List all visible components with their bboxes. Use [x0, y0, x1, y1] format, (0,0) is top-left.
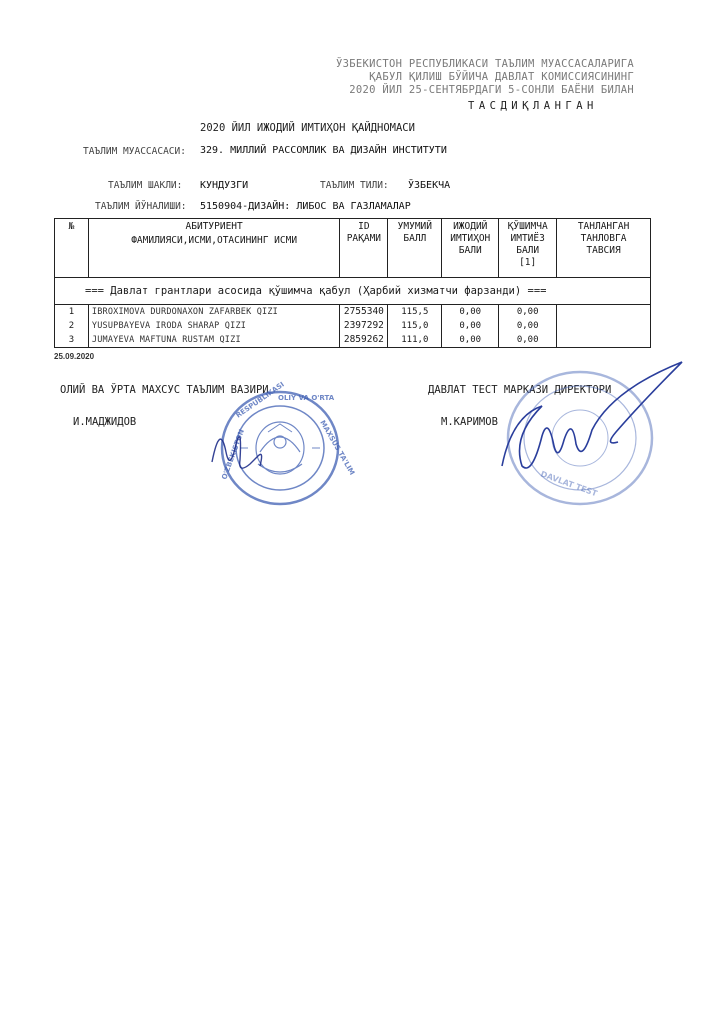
- header-id: ID РАҚАМИ: [340, 219, 388, 278]
- creative-score: 0,00: [442, 319, 499, 333]
- institution-label: ТАЪЛИМ МУАССАСАСИ:: [83, 146, 186, 157]
- row-number: 2: [55, 319, 89, 333]
- table-row: [55, 305, 651, 320]
- svg-text:O'ZBEKISTON: O'ZBEKISTON: [220, 428, 246, 481]
- document-title: 2020 ЙИЛ ИЖОДИЙ ИМТИҲОН ҚАЙДНОМАСИ: [200, 122, 415, 134]
- left-signatory-name: И.МАДЖИДОВ: [73, 416, 137, 428]
- language-label: ТАЪЛИМ ТИЛИ:: [320, 180, 389, 191]
- ministry-seal-icon: [208, 380, 357, 512]
- total-score: 115,0: [388, 319, 442, 333]
- creative-score: 0,00: [442, 333, 499, 348]
- section-row: [55, 278, 651, 305]
- creative-score: 0,00: [442, 305, 499, 320]
- form-label: ТАЪЛИМ ШАКЛИ:: [108, 180, 183, 191]
- applicant-id: 2397292: [340, 319, 388, 333]
- header-line-3: 2020 ЙИЛ 25-СЕНТЯБРДАГИ 5-СОНЛИ БАЁНИ БИЛАН: [349, 84, 634, 96]
- extra-score: 0,00: [499, 333, 557, 348]
- table-row: [55, 319, 651, 333]
- header-no: №: [55, 219, 89, 278]
- svg-text:MAXSUS TA'LIM: MAXSUS TA'LIM: [318, 419, 357, 477]
- results-table: [54, 218, 651, 348]
- header-line-2: ҚАБУЛ ҚИЛИШ БЎЙИЧА ДАВЛАТ КОМИССИЯСИНИНГ: [369, 71, 634, 83]
- header-applicant: АБИТУРИЕНТ ФАМИЛИЯСИ,ИСМИ,ОТАСИНИНГ ИСМИ: [88, 219, 340, 278]
- institution-value: 329. МИЛЛИЙ РАССОМЛИК ВА ДИЗАЙН ИНСТИТУТИ: [200, 145, 447, 156]
- applicant-name: JUMAYEVA MAFTUNA RUSTAM QIZI: [88, 333, 340, 348]
- header-creative: ИЖОДИЙ ИМТИҲОН БАЛИ: [442, 219, 499, 278]
- svg-text:DAVLAT TEST: DAVLAT TEST: [539, 469, 599, 499]
- extra-score: 0,00: [499, 305, 557, 320]
- section-title: === Давлат грантлари асосида қўшимча қабул (Ҳарбий хизматчи фарзанди) ===: [55, 278, 651, 305]
- recommendation: [557, 305, 651, 320]
- header-total: УМУМИЙ БАЛЛ: [388, 219, 442, 278]
- left-signatory-title: ОЛИЙ ВА ЎРТА МАХСУС ТАЪЛИМ ВАЗИРИ: [60, 384, 269, 396]
- header-line-1: ЎЗБЕКИСТОН РЕСПУБЛИКАСИ ТАЪЛИМ МУАССАСАЛАРИГА: [336, 58, 634, 70]
- recommendation: [557, 333, 651, 348]
- recommendation: [557, 319, 651, 333]
- total-score: 111,0: [388, 333, 442, 348]
- language-value: ЎЗБЕКЧА: [408, 180, 451, 191]
- right-signatory-title: ДАВЛАТ ТЕСТ МАРКАЗИ ДИРЕКТОРИ: [428, 384, 612, 396]
- extra-score: 0,00: [499, 319, 557, 333]
- row-number: 1: [55, 305, 89, 320]
- applicant-id: 2755340: [340, 305, 388, 320]
- right-signatory-name: М.КАРИМОВ: [441, 416, 498, 428]
- approved-stamp-text: ТАСДИҚЛАНГАН: [468, 100, 598, 112]
- row-number: 3: [55, 333, 89, 348]
- form-value: КУНДУЗГИ: [200, 180, 249, 191]
- svg-text:OLIY VA O'RTA: OLIY VA O'RTA: [278, 394, 335, 402]
- direction-label: ТАЪЛИМ ЙЎНАЛИШИ:: [95, 201, 187, 212]
- applicant-name: IBROXIMOVA DURDONAXON ZAFARBEK QIZI: [88, 305, 340, 320]
- applicant-id: 2859262: [340, 333, 388, 348]
- header-extra: ҚЎШИМЧА ИМТИЁЗ БАЛИ [1]: [499, 219, 557, 278]
- table-row: [55, 333, 651, 348]
- header-recommendation: ТАНЛАНГАН ТАНЛОВГА ТАВСИЯ: [557, 219, 651, 278]
- table-header-row: [55, 219, 651, 278]
- total-score: 115,5: [388, 305, 442, 320]
- test-center-seal-icon: [500, 366, 690, 506]
- svg-text:RESPUBLIKASI: RESPUBLIKASI: [234, 380, 286, 420]
- document-date: 25.09.2020: [54, 352, 95, 361]
- direction-value: 5150904-ДИЗАЙН: ЛИБОС ВА ГАЗЛАМАЛАР: [200, 201, 411, 212]
- applicant-name: YUSUPBAYEVA IRODA SHARAP QIZI: [88, 319, 340, 333]
